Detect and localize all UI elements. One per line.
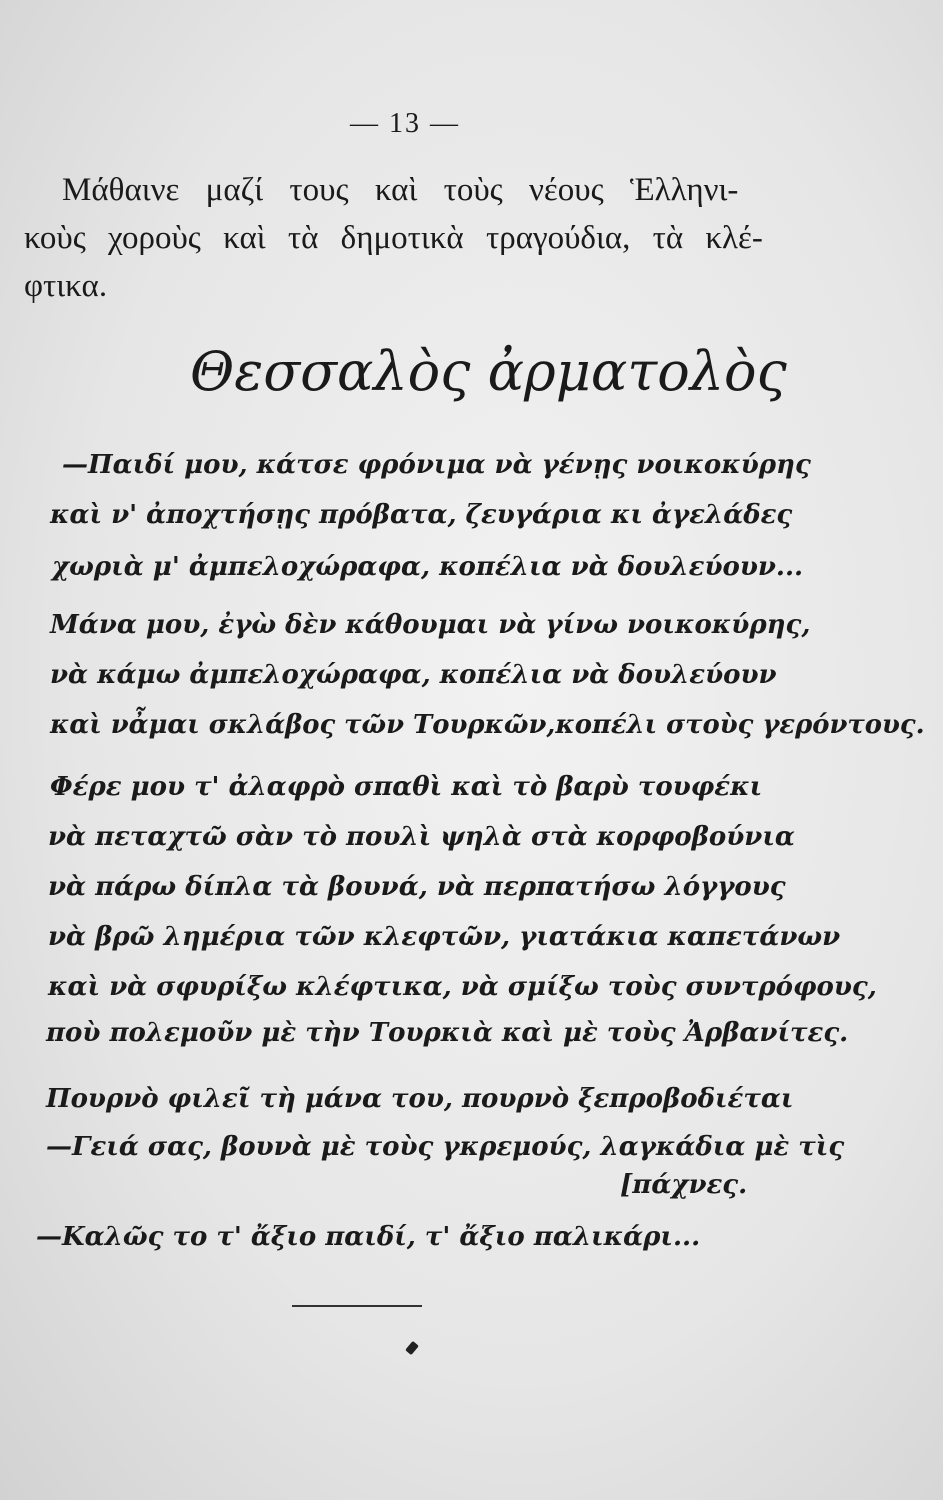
poem-title: Θεσσαλὸς ἀρματολὸς bbox=[190, 340, 787, 403]
poem-line: καὶ νἆμαι σκλάβος τῶν Τουρκῶν,κοπέλι στοὺς γερόντους. bbox=[50, 710, 925, 740]
poem-line: —Καλῶς το τ' ἄξιο παιδί, τ' ἄξιο παλικάρι... bbox=[36, 1222, 701, 1252]
poem-line: Μάνα μου, ἐγὼ δὲν κάθουμαι νὰ γίνω νοικοκύρης, bbox=[50, 610, 811, 640]
page-number: — 13 — bbox=[350, 108, 460, 139]
poem-line: νὰ βρῶ λημέρια τῶν κλεφτῶν, γιατάκια καπετάνων bbox=[48, 922, 841, 952]
intro-line: φτικα. bbox=[24, 268, 108, 304]
ink-mark bbox=[405, 1341, 419, 1355]
poem-line: νὰ πάρω δίπλα τὰ βουνά, νὰ περπατήσω λόγγους bbox=[48, 872, 786, 902]
poem-line: Φέρε μου τ' ἀλαφρὸ σπαθὶ καὶ τὸ βαρὺ τουφέκι bbox=[50, 772, 763, 802]
poem-line: ποὺ πολεμοῦν μὲ τὴν Τουρκιὰ καὶ μὲ τοὺς Ἀρβανίτες. bbox=[46, 1018, 849, 1048]
poem-line: νὰ πεταχτῶ σὰν τὸ πουλὶ ψηλὰ στὰ κορφοβούνια bbox=[48, 822, 795, 852]
intro-line: Μάθαινε μαζί τους καὶ τοὺς νέους Ἑλληνι- bbox=[62, 172, 739, 208]
poem-line: [πάχνες. bbox=[620, 1170, 748, 1200]
poem-line: —Γειά σας, βουνὰ μὲ τοὺς γκρεμούς, λαγκάδια μὲ τὶς bbox=[46, 1132, 845, 1162]
poem-line: νὰ κάμω ἀμπελοχώραφα, κοπέλια νὰ δουλεύουν bbox=[50, 660, 777, 690]
poem-line: —Παιδί μου, κάτσε φρόνιμα νὰ γένῃς νοικοκύρης bbox=[62, 450, 811, 480]
poem-line: χωριὰ μ' ἀμπελοχώραφα, κοπέλια νὰ δουλεύουν... bbox=[52, 552, 804, 582]
poem-line: καὶ νὰ σφυρίξω κλέφτικα, νὰ σμίξω τοὺς συντρόφους, bbox=[48, 972, 877, 1002]
intro-line: κοὺς χοροὺς καὶ τὰ δημοτικὰ τραγούδια, τὰ κλέ- bbox=[24, 220, 763, 256]
end-rule bbox=[292, 1305, 422, 1307]
poem-line: καὶ ν' ἀποχτήσῃς πρόβατα, ζευγάρια κι ἀγελάδες bbox=[50, 500, 793, 530]
poem-line: Πουρνὸ φιλεῖ τὴ μάνα του, πουρνὸ ξεπροβοδιέται bbox=[46, 1084, 794, 1114]
